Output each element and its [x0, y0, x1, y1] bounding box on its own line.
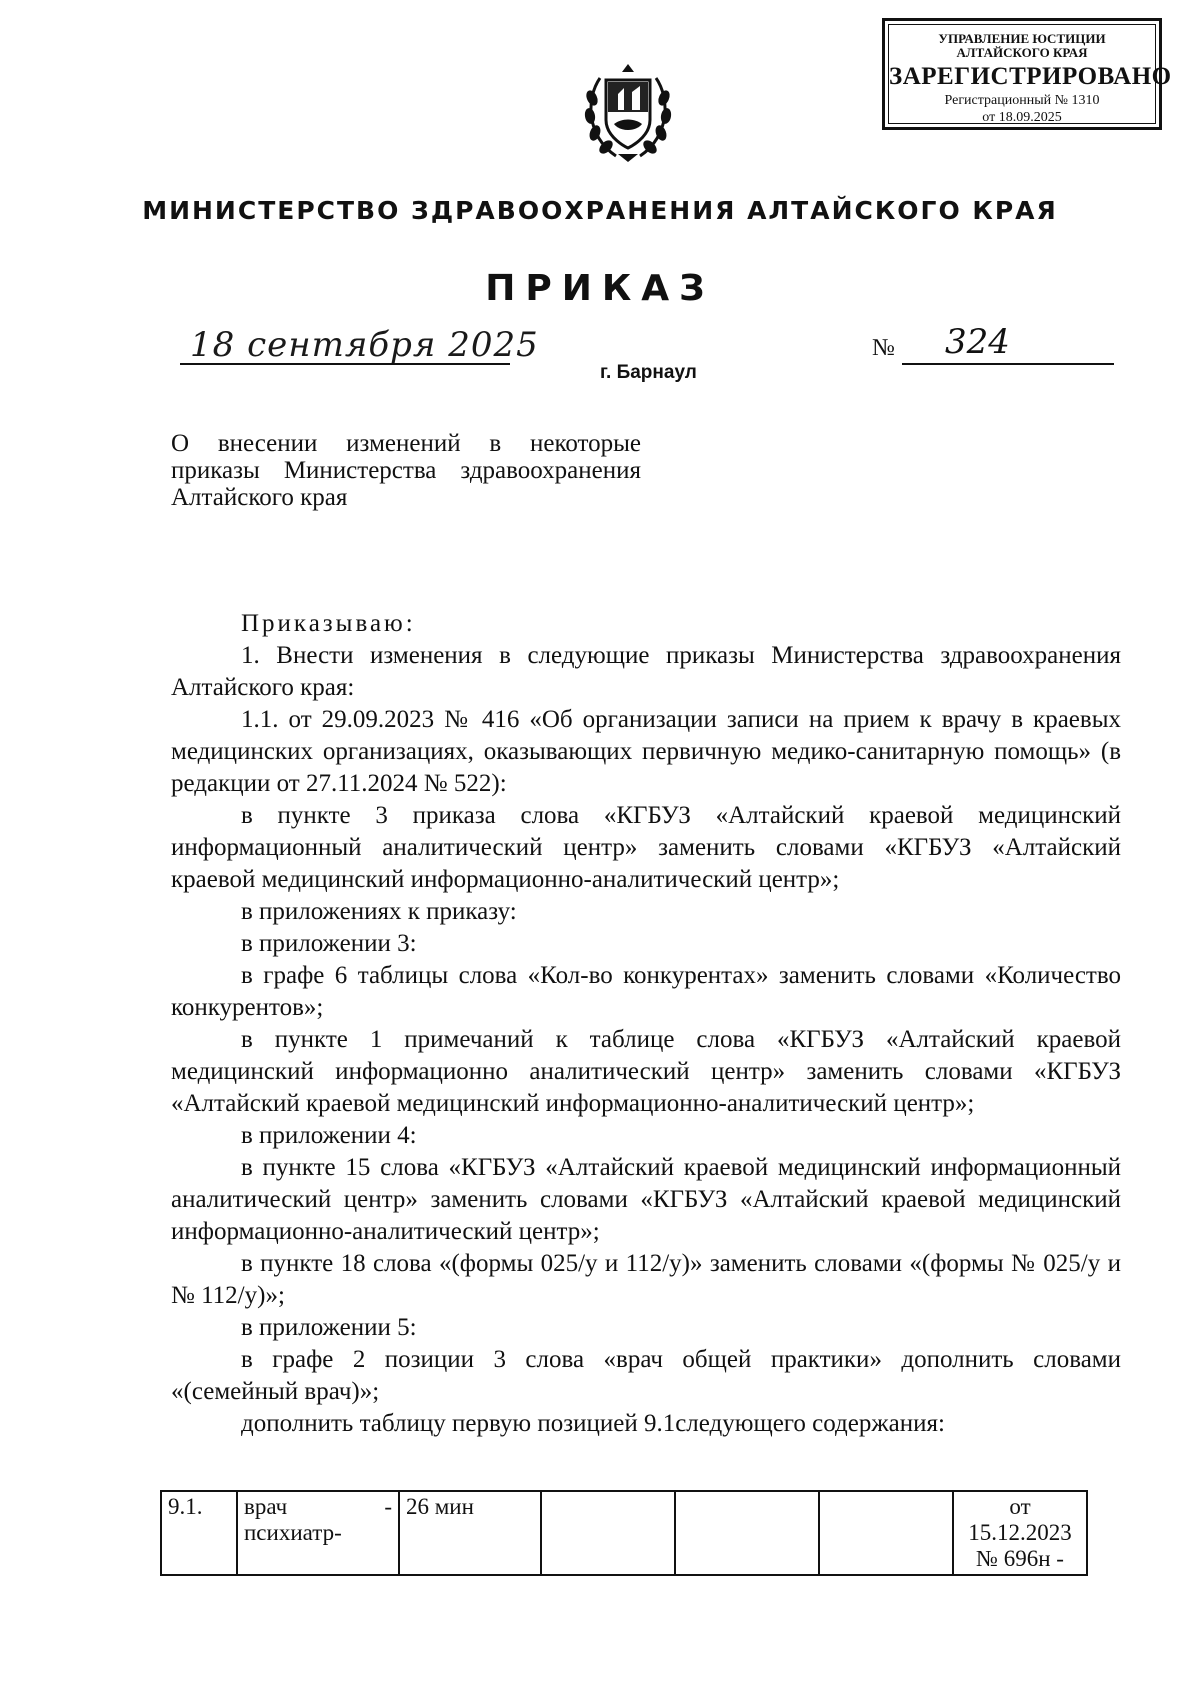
stamp-agency-line1: УПРАВЛЕНИЕ ЮСТИЦИИ	[938, 31, 1106, 46]
stamp-reg-date: от 18.09.2025	[982, 110, 1062, 125]
table-row	[161, 1491, 1087, 1575]
ministry-title: МИНИСТЕРСТВО ЗДРАВООХРАНЕНИЯ АЛТАЙСКОГО КРАЯ	[142, 196, 1058, 225]
cell-number: 9.1.	[161, 1491, 237, 1575]
paragraph-1: 1. Внести изменения в следующие приказы Министерства здравоохранения Алтайского края:	[171, 642, 1121, 701]
document-type: ПРИКАЗ	[485, 268, 715, 309]
profession-line2: психиатр-	[244, 1520, 342, 1545]
profession-line1: врач	[244, 1494, 288, 1519]
number-underline	[902, 363, 1114, 365]
stamp-agency-line2: АЛТАЙСКОГО КРАЯ	[956, 45, 1088, 60]
paragraph-item: дополнить таблицу первую позицией 9.1следующего содержания:	[241, 1410, 945, 1437]
paragraph-1-1: 1.1. от 29.09.2023 № 416 «Об организации записи на прием к врачу в краевых медицинских организациях, оказывающих первичную медико-санитарную помощь» (в редакции от 27.11.2024 № 522):	[171, 706, 1121, 797]
order-preamble: Приказываю:	[241, 610, 416, 637]
cell-empty	[541, 1491, 675, 1575]
date-underline	[180, 363, 510, 365]
paragraph-item: в графе 2 позиции 3 слова «врач общей практики» дополнить словами «(семейный врач)»;	[171, 1346, 1121, 1405]
registration-stamp	[882, 18, 1172, 130]
handwritten-number: 324	[945, 322, 1010, 362]
stamp-reg-number: Регистрационный № 1310	[944, 93, 1100, 108]
profession-dash: -	[384, 1494, 392, 1519]
paragraph-item: в приложении 4:	[241, 1122, 417, 1149]
cell-profession	[237, 1491, 399, 1575]
cell-time: 26 мин	[399, 1491, 541, 1575]
paragraph-item: в пункте 15 слова «КГБУЗ «Алтайский краевой медицинский информационный аналитический центр» заменить словами «КГБУЗ «Алтайский краевой медицинский информационно-аналитический центр»;	[171, 1154, 1121, 1245]
paragraph-item: в графе 6 таблицы слова «Кол-во конкурентах» заменить словами «Количество конкурентов»;	[171, 962, 1121, 1021]
paragraph-item: в пункте 1 примечаний к таблице слова «КГБУЗ «Алтайский краевой медицинский информационно аналитический центр» заменить словами «КГБУЗ «Алтайский краевой медицинский информационно-аналитический центр»;	[171, 1026, 1121, 1117]
paragraph-item: в пункте 18 слова «(формы 025/у и 112/у)» заменить словами «(формы № 025/у и № 112/у)»;	[171, 1250, 1121, 1309]
order-body	[171, 608, 1121, 1440]
city: г. Барнаул	[600, 362, 697, 383]
cell-reference	[953, 1491, 1087, 1575]
reference-line1: от 15.12.2023	[968, 1494, 1072, 1545]
coat-of-arms-icon	[578, 58, 678, 168]
paragraph-item: в приложениях к приказу:	[241, 898, 517, 925]
handwritten-date: 18 сентября 2025	[190, 325, 539, 365]
stamp-agency	[889, 32, 1155, 60]
stamp-inner-frame	[888, 24, 1172, 125]
order-subject: О внесении изменений в некоторые приказы Министерства здравоохранения Алтайского края	[171, 430, 641, 511]
paragraph-item: в приложении 3:	[241, 930, 417, 957]
paragraph-item: в пункте 3 приказа слова «КГБУЗ «Алтайский краевой медицинский информационный аналитический центр» заменить словами «КГБУЗ «Алтайский краевой медицинский информационно-аналитический центр»;	[171, 802, 1121, 893]
paragraph-item: в приложении 5:	[241, 1314, 417, 1341]
position-table	[160, 1490, 1088, 1576]
number-sign: №	[872, 335, 895, 361]
cell-empty	[819, 1491, 953, 1575]
reference-line2: № 696н -	[976, 1546, 1064, 1571]
stamp-status: ЗАРЕГИСТРИРОВАНО	[889, 63, 1172, 90]
cell-empty	[675, 1491, 819, 1575]
